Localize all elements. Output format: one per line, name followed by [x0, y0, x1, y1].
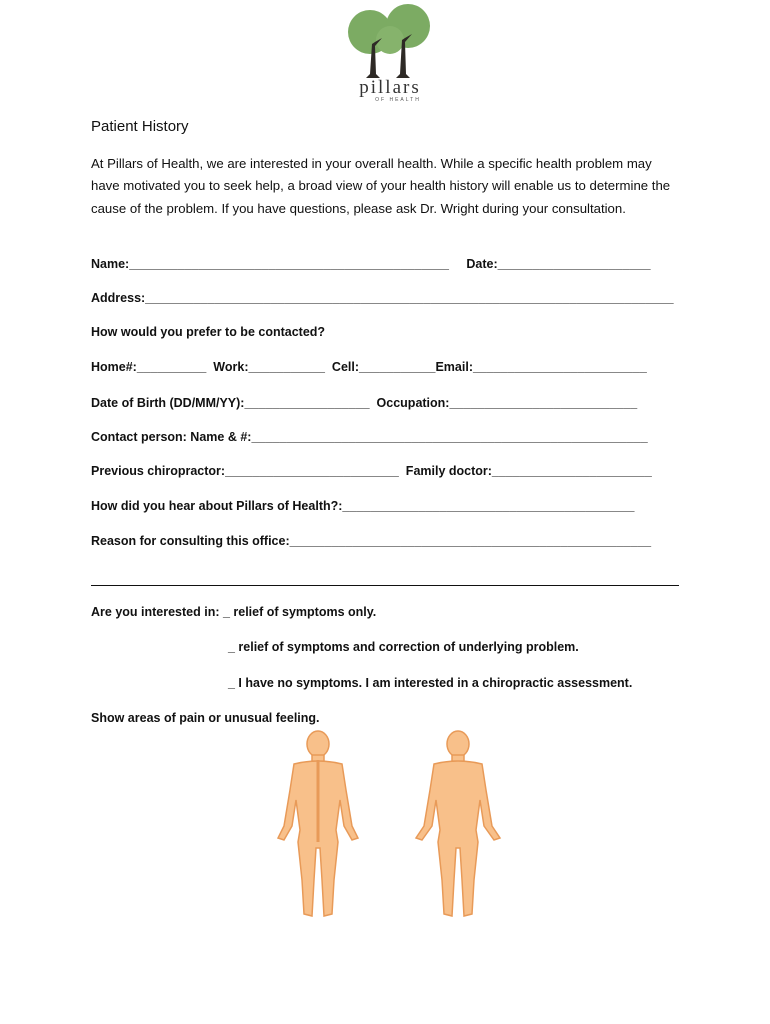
blank-answer-line[interactable] — [91, 585, 679, 586]
logo-wordmark: pillars — [359, 77, 421, 98]
page-title: Patient History — [91, 118, 189, 135]
name-date-field[interactable]: Name:______________________________________________ Date:______________________ — [91, 257, 651, 271]
tree-logo-icon — [340, 4, 436, 82]
logo-tagline: OF HEALTH — [375, 97, 421, 103]
previous-chiropractor-field[interactable]: Previous chiropractor:_________________________ Family doctor:_______________________ — [91, 464, 652, 478]
phone-email-fields[interactable]: Home#:__________ Work:___________ Cell:___________Email:_________________________ — [91, 360, 647, 374]
contact-preference-label: How would you prefer to be contacted? — [91, 325, 326, 339]
pain-areas-prompt: Show areas of pain or unusual feeling. — [91, 711, 320, 725]
body-front-figure[interactable] — [416, 731, 500, 916]
interest-option-2[interactable]: _ relief of symptoms and correction of underlying problem. — [228, 640, 579, 654]
contact-person-field[interactable]: Contact person: Name & #:_________________________________________________________ — [91, 430, 648, 444]
body-pain-chart[interactable] — [248, 730, 538, 930]
reason-field[interactable]: Reason for consulting this office:____________________________________________________ — [91, 534, 652, 548]
heard-about-field[interactable]: How did you hear about Pillars of Health?:__________________________________________ — [91, 499, 635, 513]
interest-option-3[interactable]: _ I have no symptoms. I am interested in a chiropractic assessment. — [228, 676, 633, 690]
body-back-figure[interactable] — [278, 731, 358, 916]
intro-paragraph: At Pillars of Health, we are interested in your overall health. While a specific health problem may have motivated you to seek help, a broad view of your health history will enable us to determine the cause of the problem. If you have questions, please ask Dr. Wright during your consultation. — [91, 156, 671, 216]
interest-option-1[interactable]: Are you interested in: _ relief of symptoms only. — [91, 605, 377, 619]
dob-occupation-fields[interactable]: Date of Birth (DD/MM/YY):__________________ Occupation:___________________________ — [91, 396, 638, 410]
pillars-logo — [340, 4, 436, 102]
address-field[interactable]: Address:____________________________________________________________________________ — [91, 291, 674, 305]
